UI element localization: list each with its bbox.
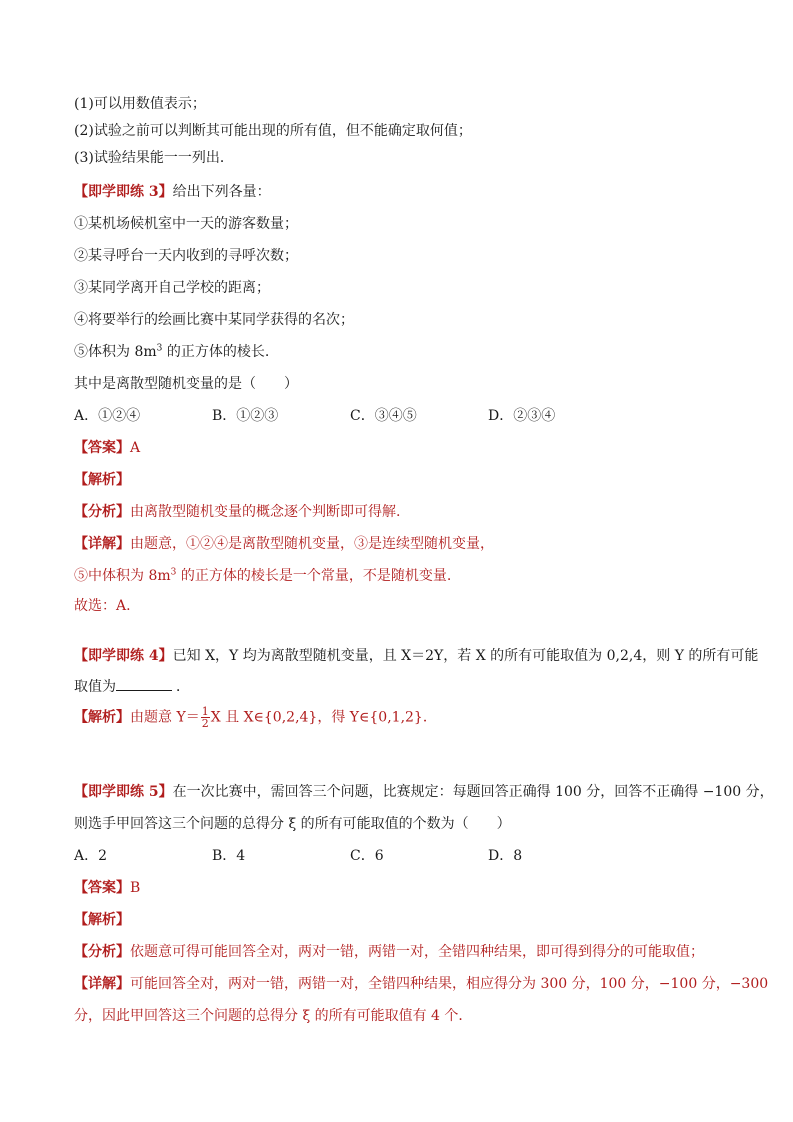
condition-2: (2)试验之前可以判断其可能出现的所有值，但不能确定取何值；	[74, 123, 472, 139]
condition-3: (3)试验结果能一一列出．	[74, 150, 234, 166]
ex5-fenxi-tag: 【分析】	[74, 944, 130, 960]
ex4-answer-blank	[116, 676, 172, 691]
condition-1: (1)可以用数值表示；	[74, 96, 206, 112]
ex5-stem-1	[74, 782, 774, 802]
ex5-option-b: B．4	[212, 848, 246, 864]
ex3-xiangjie-text: 由题意，①②④是离散型随机变量，③是连续型随机变量，	[130, 536, 494, 552]
ex3-stem-text: 给出下列各量：	[172, 184, 271, 200]
ex3-analysis	[74, 470, 130, 490]
ex5-answer	[74, 878, 140, 898]
ex3-xiangjie-2-pre: ⑤中体积为 8m	[74, 568, 171, 584]
ex3-option-d: D．②③④	[488, 408, 556, 424]
ex3-option-a: A．①②④	[74, 408, 141, 424]
ex5-option-d: D．8	[488, 848, 523, 864]
ex5-stem-2: 则选手甲回答这三个问题的总得分 ξ 的所有可能取值的个数为（ ）	[74, 816, 511, 832]
ex5-xiangjie-tag: 【详解】	[74, 976, 130, 992]
ex3-option-c: C．③④⑤	[350, 408, 417, 424]
ex3-fenxi-tag: 【分析】	[74, 504, 130, 520]
ex3-xiangjie-2-sup: 3	[170, 567, 177, 578]
ex3-stem	[74, 182, 271, 202]
ex3-conclusion: 故选：A.	[74, 598, 131, 614]
ex3-xiangjie-tag: 【详解】	[74, 536, 130, 552]
ex3-tag: 【即学即练 3】	[74, 184, 173, 200]
ex3-fenxi	[74, 502, 400, 522]
ex3-question: 其中是离散型随机变量的是（ ）	[74, 376, 298, 392]
ex3-item-4: ④将要举行的绘画比赛中某同学获得的名次；	[74, 312, 354, 328]
ex5-xiangjie-text: 可能回答全对，两对一错，两错一对，全错四种结果，相应得分为 300 分，100 分，−100 分，−300	[130, 976, 769, 992]
ex3-item-3: ③某同学离开自己学校的距离；	[74, 280, 270, 296]
ex4-sol-post: X 且 X∈{0,2,4}，得 Y∈{0,1,2}．	[210, 709, 437, 726]
ex3-item-5	[74, 342, 269, 362]
ex3-xiangjie-2-post: 的正方体的棱长是一个常量，不是随机变量.	[176, 568, 452, 584]
ex5-tag: 【即学即练 5】	[74, 784, 173, 800]
ex5-analysis-tag: 【解析】	[74, 912, 130, 928]
ex4-analysis	[74, 706, 437, 729]
ex4-analysis-tag: 【解析】	[74, 709, 130, 726]
ex5-option-c: C．6	[350, 848, 384, 864]
ex3-item-1: ①某机场候机室中一天的游客数量；	[74, 216, 298, 232]
ex3-options	[74, 406, 555, 426]
ex3-analysis-tag: 【解析】	[74, 472, 130, 488]
ex5-answer-value: B	[130, 880, 141, 896]
ex4-tag: 【即学即练 4】	[74, 648, 173, 664]
ex5-fenxi-text: 依题意可得可能回答全对，两对一错，两错一对，全错四种结果，即可得到得分的可能取值；	[130, 944, 704, 960]
ex3-fenxi-text: 由离散型随机变量的概念逐个判断即可得解.	[130, 504, 401, 520]
ex3-item-5-sup: 3	[156, 343, 163, 354]
ex5-analysis	[74, 910, 130, 930]
ex4-stem-1-text: 已知 X，Y 均为离散型随机变量，且 X＝2Y，若 X 的所有可能取值为 0,2,4，则 Y 的所有可能	[172, 648, 759, 664]
ex5-xiangjie-2: 分，因此甲回答这三个问题的总得分 ξ 的所有可能取值有 4 个．	[74, 1008, 473, 1024]
ex4-stem-2	[74, 676, 190, 697]
ex4-stem-2-end: ．	[176, 679, 190, 695]
ex5-stem-1-text: 在一次比赛中，需回答三个问题，比赛规定：每题回答正确得 100 分，回答不正确得 −100 分，	[172, 784, 774, 800]
ex3-item-2: ②某寻呼台一天内收到的寻呼次数；	[74, 248, 298, 264]
ex3-answer	[74, 438, 140, 458]
ex4-fraction-num: 1	[201, 705, 209, 718]
ex4-fraction	[201, 706, 210, 729]
ex4-fraction-den: 2	[201, 717, 209, 730]
ex3-xiangjie	[74, 534, 494, 554]
ex4-stem-1	[74, 646, 758, 666]
ex5-fenxi	[74, 942, 704, 962]
ex5-option-a: A．2	[74, 848, 108, 864]
ex3-item-5-pre: ⑤体积为 8m	[74, 344, 157, 360]
ex5-xiangjie	[74, 974, 768, 994]
ex3-option-b: B．①②③	[212, 408, 279, 424]
ex3-xiangjie-2	[74, 566, 451, 586]
ex5-options	[74, 846, 522, 866]
ex5-answer-tag: 【答案】	[74, 880, 130, 896]
ex4-sol-pre: 由题意 Y＝	[130, 709, 200, 726]
ex3-answer-value: A	[130, 440, 141, 456]
ex3-item-5-post: 的正方体的棱长.	[162, 344, 270, 360]
ex4-stem-2-text: 取值为	[74, 679, 116, 695]
ex3-answer-tag: 【答案】	[74, 440, 130, 456]
